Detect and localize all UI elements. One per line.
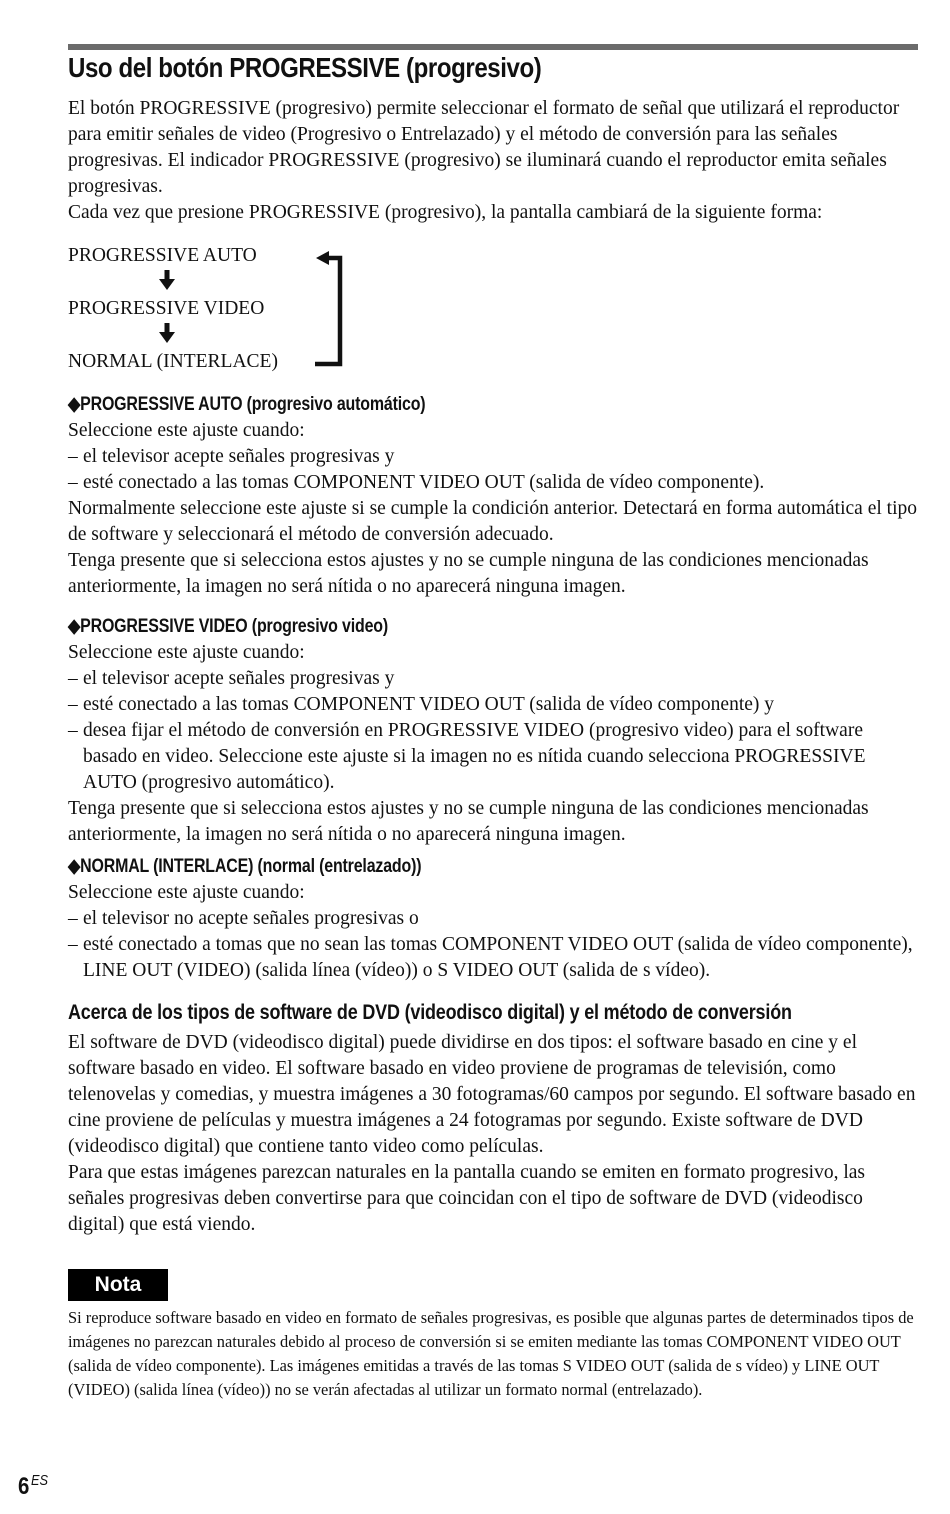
section-progressive-auto <box>68 418 918 600</box>
cycle-step-normal-interlace: NORMAL (INTERLACE) <box>68 351 278 372</box>
header-rule <box>68 44 918 50</box>
section-normal-interlace <box>68 880 918 984</box>
list-item: – el televisor acepte señales progresivas y <box>68 446 395 467</box>
cycle-arrows <box>68 240 368 380</box>
section-lead: Seleccione este ajuste cuando: <box>68 642 305 663</box>
section-lead: Seleccione este ajuste cuando: <box>68 420 305 441</box>
section-heading-normal-interlace: ◆NORMAL (INTERLACE) (normal (entrelazado)) <box>68 856 422 877</box>
list-item: – desea fijar el método de conversión en PROGRESSIVE VIDEO (progresivo video) para el software basado en video. Seleccione este ajuste si la imagen no es nítida cuando selecciona PROGRESSIVE AUTO (progresivo automático). <box>68 720 866 793</box>
list-item: – esté conectado a tomas que no sean las tomas COMPONENT VIDEO OUT (salida de vídeo componente), LINE OUT (VIDEO) (salida línea (vídeo)) o S VIDEO OUT (salida de s vídeo). <box>68 934 913 981</box>
section-dvd-software <box>68 1030 918 1238</box>
progressive-cycle-diagram <box>68 240 368 380</box>
return-arrow-icon <box>315 251 340 364</box>
list-item: – esté conectado a las tomas COMPONENT VIDEO OUT (salida de vídeo componente). <box>68 472 765 493</box>
body-paragraph: Para que estas imágenes parezcan naturales en la pantalla cuando se emiten en formato progresivo, las señales progresivas deben convertirse para que coincidan con el tipo de software de DVD (videodisco digital) que está viendo. <box>68 1162 866 1235</box>
section-lead: Seleccione este ajuste cuando: <box>68 882 305 903</box>
page-title: Uso del botón PROGRESSIVE (progresivo) <box>68 52 542 83</box>
body-paragraph: El software de DVD (videodisco digital) puede dividirse en dos tipos: el software basado en cine y el software basado en video. El software basado en video proviene de programas de televisión, como telenovelas y comedias, y muestra imágenes a 30 fotogramas/60 campos por segundo. El software basado en cine proviene de películas y muestra imágenes a 24 fotogramas por segundo. Existe software de DVD (videodisco digital) que contiene tanto video como películas. <box>68 1032 916 1157</box>
section-progressive-video <box>68 640 918 848</box>
list-item: – el televisor acepte señales progresivas y <box>68 668 395 689</box>
intro-paragraph: Cada vez que presione PROGRESSIVE (progresivo), la pantalla cambiará de la siguiente forma: <box>68 202 823 223</box>
intro <box>68 96 918 226</box>
page-number-value: 6 <box>18 1473 30 1500</box>
note-badge: Nota <box>68 1269 168 1301</box>
section-heading-progressive-auto: ◆PROGRESSIVE AUTO (progresivo automático) <box>68 394 426 415</box>
note-text: Si reproduce software basado en video en formato de señales progresivas, es posible que algunas partes de determinados tipos de imágenes no parezcan naturales debido al proceso de conversión si se emiten mediante las tomas COMPONENT VIDEO OUT (salida de vídeo componente). Las imágenes emitidas a través de las tomas S VIDEO OUT (salida de s vídeo) y LINE OUT (VIDEO) (salida línea (vídeo)) no se verán afectadas al utilizar un formato normal (entrelazado). <box>68 1308 914 1399</box>
down-arrow-icon <box>159 270 175 290</box>
body-paragraph: Tenga presente que si selecciona estos ajustes y no se cumple ninguna de las condiciones mencionadas anteriormente, la imagen no será nítida o no aparecerá ninguna imagen. <box>68 550 869 597</box>
list-item: – esté conectado a las tomas COMPONENT VIDEO OUT (salida de vídeo componente) y <box>68 694 775 715</box>
down-arrow-icon <box>159 323 175 343</box>
cycle-step-progressive-auto: PROGRESSIVE AUTO <box>68 245 257 266</box>
cycle-step-progressive-video: PROGRESSIVE VIDEO <box>68 298 265 319</box>
page-number <box>18 1472 48 1501</box>
body-paragraph: Normalmente seleccione este ajuste si se cumple la condición anterior. Detectará en forma automática el tipo de software y seleccionará el método de conversión adecuado. <box>68 498 917 545</box>
section-heading-progressive-video: ◆PROGRESSIVE VIDEO (progresivo video) <box>68 616 389 637</box>
body-paragraph: Tenga presente que si selecciona estos ajustes y no se cumple ninguna de las condiciones mencionadas anteriormente, la imagen no será nítida o no aparecerá ninguna imagen. <box>68 798 869 845</box>
page-language-suffix: ES <box>31 1472 49 1489</box>
intro-paragraph: El botón PROGRESSIVE (progresivo) permite seleccionar el formato de señal que utilizará el reproductor para emitir señales de video (Progresivo o Entrelazado) y el método de conversión para las señales progresivas. El indicador PROGRESSIVE (progresivo) se iluminará cuando el reproductor emita señales progresivas. <box>68 98 900 197</box>
section-heading-dvd-software: Acerca de los tipos de software de DVD (videodisco digital) y el método de conversión <box>68 1001 792 1024</box>
list-item: – el televisor no acepte señales progresivas o <box>68 908 419 929</box>
